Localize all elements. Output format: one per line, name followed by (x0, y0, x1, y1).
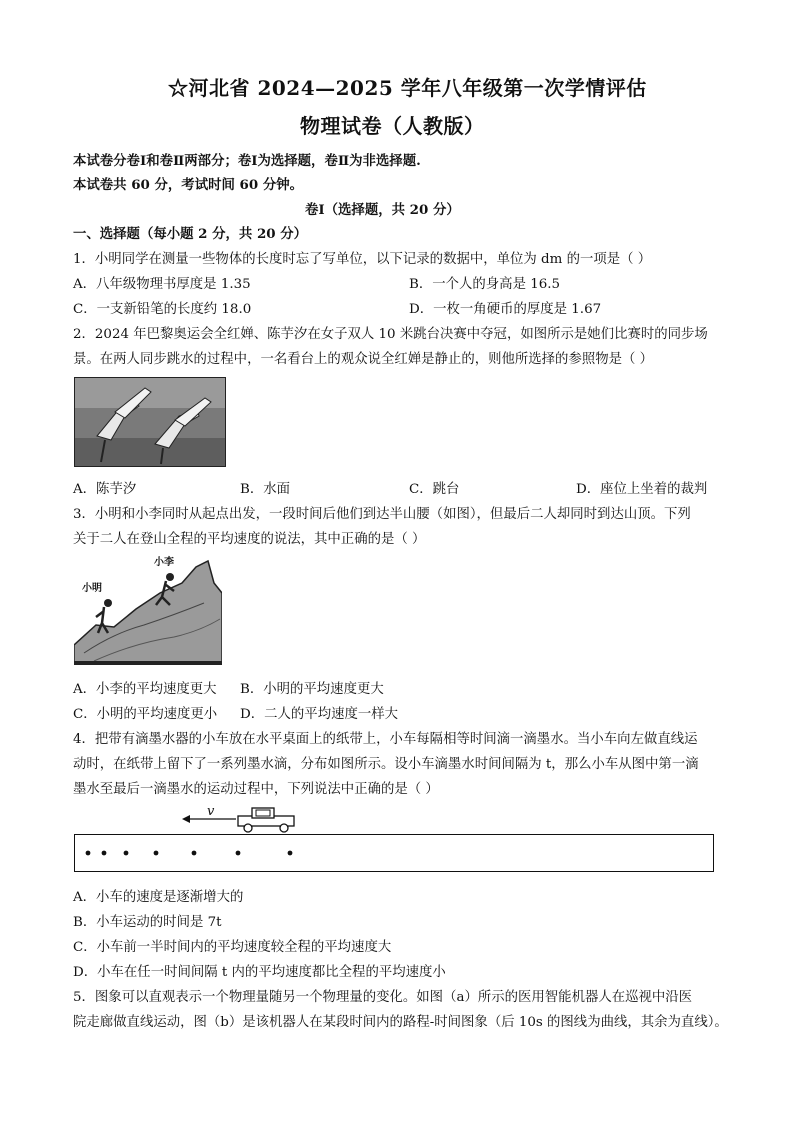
diving-photo-illustration (75, 378, 225, 466)
mountain-illustration (74, 553, 222, 665)
q4-option-b: B．小车运动的时间是 7t (73, 915, 222, 930)
q4-stem-line-1: 4．把带有滴墨水器的小车放在水平桌面上的纸带上，小车每隔相等时间滴一滴墨水。当小车向左做直线运 (73, 732, 698, 747)
ink-drop (288, 851, 293, 856)
q3-option-c: C．小明的平均速度更小 (73, 707, 218, 722)
velocity-arrow (182, 814, 238, 824)
ink-drop (124, 851, 129, 856)
q1-option-b: B．一个人的身高是 16.5 (409, 277, 561, 292)
q5-stem-line-1: 5．图象可以直观表示一个物理量随另一个物理量的变化。如图（a）所示的医用智能机器人在巡视中沿医 (73, 990, 693, 1005)
section-1-heading: 一、选择题（每小题 2 分，共 20 分） (73, 226, 308, 242)
q3-stem-line-1: 3．小明和小李同时从起点出发，一段时间后他们到达半山腰（如图），但最后二人却同时到达山顶。下列 (73, 507, 691, 522)
q1-option-c: C．一支新铅笔的长度约 18.0 (73, 302, 252, 317)
label-xiaoming: 小明 (82, 583, 102, 594)
q4-option-c: C．小车前一半时间内的平均速度较全程的平均速度大 (73, 940, 392, 955)
exam-note-2: 本试卷共 60 分，考试时间 60 分钟。 (73, 177, 303, 193)
truck-icon (236, 806, 298, 834)
q3-option-b: B．小明的平均速度更大 (240, 682, 384, 697)
ink-drop (86, 851, 91, 856)
diving-photo (74, 377, 226, 467)
mountain-climbing-figure (74, 553, 222, 665)
q3-stem-line-2: 关于二人在登山全程的平均速度的说法，其中正确的是（ ） (73, 532, 426, 547)
q4-stem-line-3: 墨水至最后一滴墨水的运动过程中，下列说法中正确的是（ ） (73, 782, 439, 797)
q1-option-d: D．一枚一角硬币的厚度是 1.67 (409, 302, 602, 317)
q2-stem-line-2: 景。在两人同步跳水的过程中，一名看台上的观众说全红婵是静止的，则他所选择的参照物是（ ） (73, 352, 654, 367)
ink-drop (192, 851, 197, 856)
q2-option-c: C．跳台 (409, 482, 460, 497)
ink-drops (74, 834, 714, 872)
ink-drop (102, 851, 107, 856)
q2-stem-line-1: 2．2024 年巴黎奥运会全红婵、陈芋汐在女子双人 10 米跳台决赛中夺冠，如图所示是她们比赛时的同步场 (73, 327, 708, 342)
exam-title: ☆河北省 2024—2025 学年八年级第一次学情评估 (168, 76, 647, 100)
q4-option-d: D．小车在任一时间间隔 t 内的平均速度都比全程的平均速度小 (73, 965, 446, 980)
q4-option-a: A．小车的速度是逐渐增大的 (73, 890, 244, 905)
exam-subtitle: 物理试卷（人教版） (300, 114, 485, 138)
velocity-label: v (207, 804, 215, 819)
exam-note-1: 本试卷分卷Ⅰ和卷Ⅱ两部分；卷Ⅰ为选择题，卷Ⅱ为非选择题. (73, 153, 421, 169)
q3-option-a: A．小李的平均速度更大 (73, 682, 217, 697)
part-1-heading: 卷Ⅰ（选择题，共 20 分） (305, 202, 460, 218)
q3-option-d: D．二人的平均速度一样大 (240, 707, 399, 722)
q2-option-d: D．座位上坐着的裁判 (576, 482, 708, 497)
q2-option-a: A．陈芋汐 (73, 482, 137, 497)
label-xiaoli: 小李 (154, 557, 174, 568)
q1-stem: 1．小明同学在测量一些物体的长度时忘了写单位，以下记录的数据中，单位为 dm 的一项是（ ） (73, 252, 652, 267)
ink-drop (154, 851, 159, 856)
q4-stem-line-2: 动时，在纸带上留下了一系列墨水滴，分布如图所示。设小车滴墨水时间间隔为 t，那么小车从图中第一滴 (73, 757, 699, 772)
q2-option-b: B．水面 (240, 482, 291, 497)
q1-option-a: A．八年级物理书厚度是 1.35 (73, 277, 251, 292)
q5-stem-line-2: 院走廊做直线运动，图（b）是该机器人在某段时间内的路程-时间图象（后 10s 的图线为曲线，其余为直线）。 (73, 1015, 728, 1030)
ink-drop (236, 851, 241, 856)
